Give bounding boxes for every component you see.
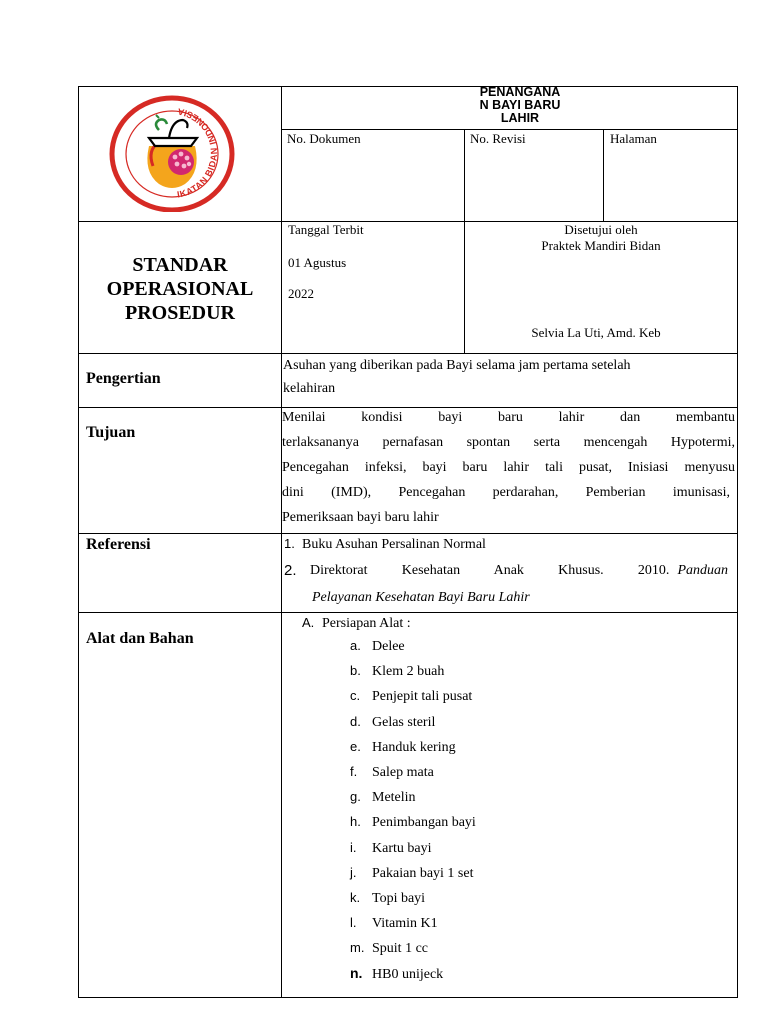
sop-title-line: STANDAR — [132, 254, 228, 276]
doc-number-label: No. Dokumen — [287, 131, 361, 146]
alat-section-heading — [302, 615, 411, 632]
list-marker: b. — [350, 663, 361, 679]
approved-org: Praktek Mandiri Bidan — [541, 238, 661, 253]
document-title-line: PENANGANA — [479, 85, 561, 99]
list-marker: c. — [350, 688, 361, 704]
logo-ring-text: IKATAN BIDAN INDONESIA — [176, 106, 220, 200]
tujuan-line: Menilai kondisi bayi baru lahir dan membantu — [282, 410, 735, 425]
list-marker: k. — [350, 889, 361, 905]
list-text: Spuit 1 cc — [372, 941, 428, 957]
tujuan-line: terlaksananya pernafasan spontan serta mencengah Hypotermi, — [282, 435, 735, 450]
ibi-logo — [109, 94, 235, 212]
list-item — [350, 965, 476, 990]
list-text: Vitamin K1 — [372, 916, 438, 932]
tujuan-line: Pencegahan infeksi, bayi baru lahir tali pusat, Inisiasi menyusu — [282, 460, 735, 475]
list-marker: n. — [350, 965, 363, 982]
pengertian-label: Pengertian — [86, 370, 161, 387]
alat-label: Alat dan Bahan — [86, 630, 194, 647]
list-text: Gelas steril — [372, 714, 436, 730]
alat-section-marker: A. — [302, 615, 315, 630]
list-text: Topi bayi — [372, 890, 426, 906]
list-marker: i. — [350, 839, 357, 855]
document-title-line: N BAYI BARU — [479, 98, 561, 112]
list-item — [350, 840, 476, 865]
approved-by-label: Disetujui oleh — [564, 222, 638, 237]
referensi-label: Referensi — [86, 536, 151, 553]
row-divider — [78, 612, 738, 613]
issue-date-year: 2022 — [288, 286, 314, 301]
pengertian-line: kelahiran — [283, 381, 336, 396]
row-divider — [281, 129, 738, 130]
list-marker: f. — [350, 763, 358, 779]
tujuan-line: dini (IMD), Pencegahan perdarahan, Pemberian imunisasi, — [282, 485, 730, 500]
list-text: HB0 unijeck — [372, 967, 444, 983]
list-text: Metelin — [372, 790, 416, 806]
list-item — [350, 789, 476, 814]
list-item — [350, 814, 476, 839]
referensi-marker: 1. — [284, 536, 295, 551]
referensi-line: Pelayanan Kesehatan Bayi Baru Lahir — [312, 590, 530, 605]
list-item — [350, 890, 476, 915]
list-text: Klem 2 buah — [372, 664, 445, 680]
list-item — [350, 739, 476, 764]
list-text: Penjepit tali pusat — [372, 689, 473, 705]
list-marker: h. — [350, 814, 361, 830]
approver-name: Selvia La Uti, Amd. Keb — [531, 325, 661, 340]
tujuan-line: Pemeriksaan bayi baru lahir — [282, 510, 439, 525]
table-column-divider — [281, 86, 282, 998]
revision-label: No. Revisi — [470, 131, 526, 146]
list-item — [350, 764, 476, 789]
list-item — [350, 940, 476, 965]
list-text: Pakaian bayi 1 set — [372, 865, 474, 881]
table-border-right — [737, 86, 738, 998]
list-text: Salep mata — [372, 764, 434, 780]
list-marker: j. — [350, 864, 357, 880]
table-border-left — [78, 86, 79, 998]
list-item — [350, 865, 476, 890]
referensi-italic: Panduan — [677, 563, 728, 578]
alat-list — [350, 638, 476, 991]
list-item — [350, 714, 476, 739]
referensi-text: Direktorat Kesehatan Anak Khusus. 2010. — [310, 563, 670, 578]
document-title — [456, 86, 584, 124]
referensi-item — [284, 534, 486, 555]
sop-title — [80, 253, 280, 325]
referensi-marker: 2. — [284, 562, 297, 579]
cell-divider — [603, 129, 604, 222]
document-title-line: LAHIR — [500, 111, 540, 125]
sop-title-line: PROSEDUR — [124, 302, 235, 324]
sop-title-line: OPERASIONAL — [106, 278, 254, 300]
alat-section-title: Persiapan Alat : — [322, 616, 411, 631]
list-item — [350, 688, 476, 713]
list-marker: e. — [350, 738, 361, 754]
list-item — [350, 663, 476, 688]
list-marker: a. — [350, 638, 361, 653]
referensi-item — [284, 560, 728, 609]
issue-date-value: 01 Agustus — [288, 255, 347, 270]
issue-date-label: Tanggal Terbit — [288, 222, 364, 237]
list-text: Kartu bayi — [372, 840, 432, 856]
pengertian-text — [283, 354, 631, 400]
page-label: Halaman — [610, 131, 657, 146]
referensi-text: Buku Asuhan Persalinan Normal — [302, 537, 486, 552]
list-marker: g. — [350, 789, 361, 805]
list-marker: m. — [350, 940, 365, 956]
list-text: Delee — [372, 639, 405, 654]
tujuan-label: Tujuan — [86, 424, 136, 441]
table-border-bottom — [78, 997, 738, 998]
table-border-top — [78, 86, 738, 87]
list-text: Handuk kering — [372, 739, 456, 755]
referensi-line — [284, 560, 728, 582]
list-marker: d. — [350, 713, 361, 729]
pengertian-line: Asuhan yang diberikan pada Bayi selama jam pertama setelah — [283, 358, 631, 373]
list-item — [350, 915, 476, 940]
list-item — [350, 638, 476, 663]
list-text: Penimbangan bayi — [372, 815, 476, 831]
list-marker: l. — [350, 915, 357, 931]
